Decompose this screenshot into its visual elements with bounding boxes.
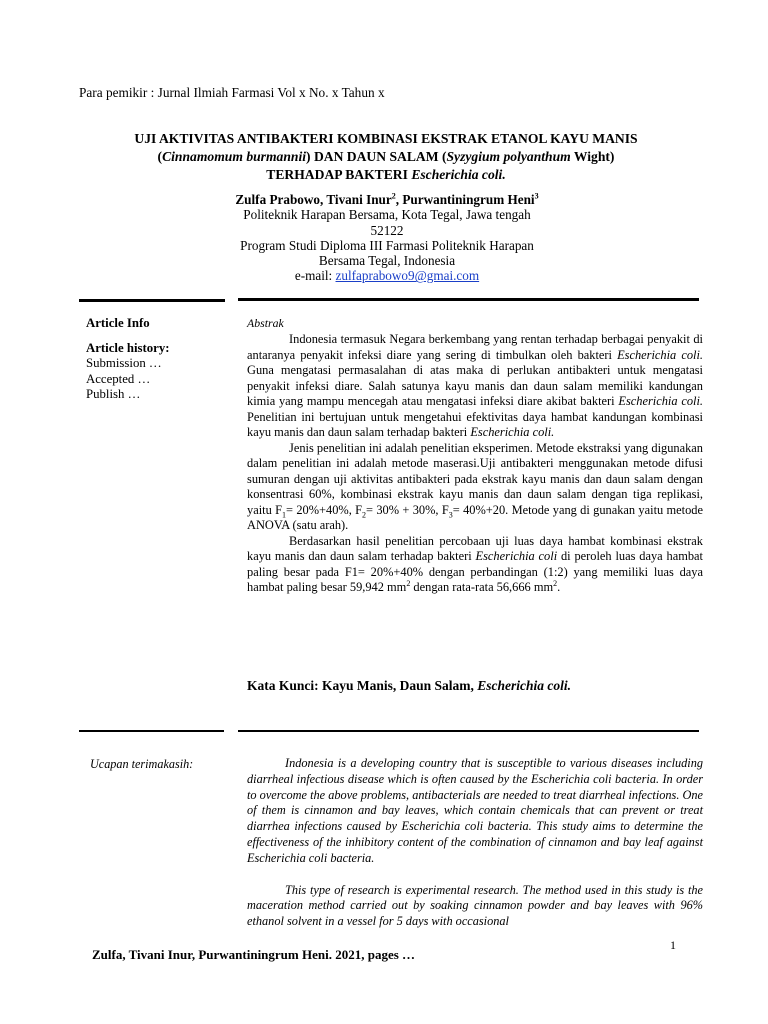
subscript: 3 (448, 509, 453, 519)
title-line-2 (60, 148, 712, 166)
title-line-1: UJI AKTIVITAS ANTIBAKTERI KOMBINASI EKSTRAK ETANOL KAYU MANIS (134, 131, 638, 146)
abstract-paragraph (247, 534, 703, 596)
journal-header: Para pemikir : Jurnal Ilmiah Farmasi Vol x No. x Tahun x (79, 85, 385, 100)
keywords (247, 678, 571, 694)
abstract-text: . (557, 580, 561, 594)
author-block (180, 192, 594, 284)
title-text: Wight) (570, 149, 615, 164)
species-name: Escherichia coli. (470, 425, 555, 439)
abstract-text: di peroleh luas daya hambat paling besar pada F1= 20%+40% dengan perbandingan (1:2) yang memiliki luas daya hambat paling besar 59,942 mm (247, 549, 703, 594)
subscript: 1 (282, 509, 286, 519)
superscript: 2 (406, 578, 411, 588)
article-history (86, 341, 170, 403)
paper-title (60, 130, 712, 184)
divider (79, 730, 224, 732)
article-info-heading: Article Info (86, 316, 150, 330)
title-text: TERHADAP BAKTERI (266, 167, 412, 182)
email-label: e-mail: (294, 268, 336, 284)
species-name: Escherichia coli (475, 549, 558, 563)
accepted-date: Accepted … (86, 371, 151, 386)
title-text: ( (157, 149, 163, 164)
species-name: Syzygium polyanthum (446, 149, 571, 164)
affiliation-line: Politeknik Harapan Bersama, Kota Tegal, Jawa tengah (243, 207, 531, 223)
divider (238, 730, 699, 732)
author-name: Zulfa Prabowo, Tivani Inur (235, 192, 392, 207)
affiliation-line: 52122 (370, 222, 404, 238)
abstract-paragraph (247, 332, 703, 441)
species-name: Escherichia coli. (411, 167, 506, 182)
abstract-text: Berdasarkan hasil penelitian percobaan uji luas daya hambat kombinasi ekstrak kayu manis dan daun salam terhadap bakteri (247, 533, 703, 563)
english-paragraph: This type of research is experimental research. The method used in this study is the maceration method carried out by soaking cinnamon powder and bay leaves with 96% ethanol solvent in a vessel for 5 days with occasional (247, 882, 703, 929)
abstract-text: = 30% + 30%, F (366, 502, 449, 517)
subscript: 2 (362, 509, 367, 519)
abstract-body (247, 332, 703, 596)
species-name: Escherichia coli. (477, 678, 572, 693)
email-line (180, 268, 594, 283)
superscript: 2 (553, 578, 558, 588)
author-superscript: 2 (391, 191, 396, 201)
footer-citation: Zulfa, Tivani Inur, Purwantiningrum Heni. 2021, pages … (92, 947, 416, 962)
species-name: Cinnamomum burmannii (162, 149, 307, 164)
english-paragraph: Indonesia is a developing country that is susceptible to various diseases including diarrheal infectious disease which is often caused by the Escherichia coli bacteria. In order to overcome the above problems, antibacterials are needed to treat diarrheal infections. One of them is cinnamon and bay leaves, which contain chemicals that can prevent or treat diarrhea infections caused by Escherichia coli bacteria. This study aims to determine the effectiveness of the inhibitory content of the combination of cinnamon and bay leaf against Escherichia coli bacteria. (247, 756, 703, 865)
abstract-text: Penelitian ini bertujuan untuk mengetahui efektivitas daya hambat kandungan kombinasi kayu manis dan daun salam terhadap bakteri (247, 409, 703, 439)
acknowledgement-label: Ucapan terimakasih: (90, 757, 194, 771)
keywords-text: Kata Kunci: Kayu Manis, Daun Salam, (247, 678, 478, 693)
english-abstract (247, 756, 703, 930)
email-link[interactable]: zulfaprabowo9@gmai.com (335, 268, 480, 284)
title-line-3 (60, 166, 712, 184)
author-name: , Purwantiningrum Heni (395, 192, 535, 207)
species-name: Escherichia coli. (617, 347, 703, 362)
abstract-text: Jenis penelitian ini adalah penelitian eksperimen. Metode ekstraksi yang digunakan dalam penelitian ini adalah metode maserasi.Uji antibakteri menggunakan metode difusi sumuran dengan uji aktivitas antibakteri pada ekstrak kayu manis dan daun salam dengan konsentrasi 60%, kombinasi ekstrak kayu manis dan daun salam dengan tiga replikasi, yaitu F (247, 440, 703, 517)
divider (79, 299, 225, 302)
abstract-text: Guna mengatasi permasalahan di atas maka di perlukan antibakteri untuk mengatasi penyakit infeksi diare. Salah satunya kayu manis dan daun salam memiliki kandungan kimia yang mampu mencegah atau mengatasi infeksi diare akibat bakteri (247, 363, 703, 408)
abstract-label: Abstrak (247, 316, 284, 330)
article-history-heading: Article history: (86, 341, 170, 355)
affiliation-line: Program Studi Diploma III Farmasi Politeknik Harapan (240, 237, 534, 253)
abstract-paragraph (247, 441, 703, 534)
species-name: Escherichia coli. (618, 394, 703, 408)
submission-date: Submission … (86, 356, 162, 371)
abstract-text: dengan rata-rata 56,666 mm (410, 580, 554, 594)
author-superscript: 3 (534, 191, 539, 201)
publish-date: Publish … (86, 387, 141, 402)
title-text: ) DAN DAUN SALAM ( (306, 149, 447, 164)
abstract-text: Indonesia termasuk Negara berkembang yang rentan terhadap berbagai penyakit di antaranya penyakit infeksi diare yang sering di timbulkan oleh bakteri (247, 332, 703, 362)
divider (238, 298, 699, 301)
abstract-text: = 40%+20. Metode yang di gunakan yaitu metode ANOVA (satu arah). (247, 502, 704, 532)
page-number: 1 (670, 938, 676, 952)
affiliation-line: Bersama Tegal, Indonesia (318, 253, 456, 269)
abstract-text: = 20%+40%, F (286, 502, 363, 517)
author-names (180, 192, 594, 207)
